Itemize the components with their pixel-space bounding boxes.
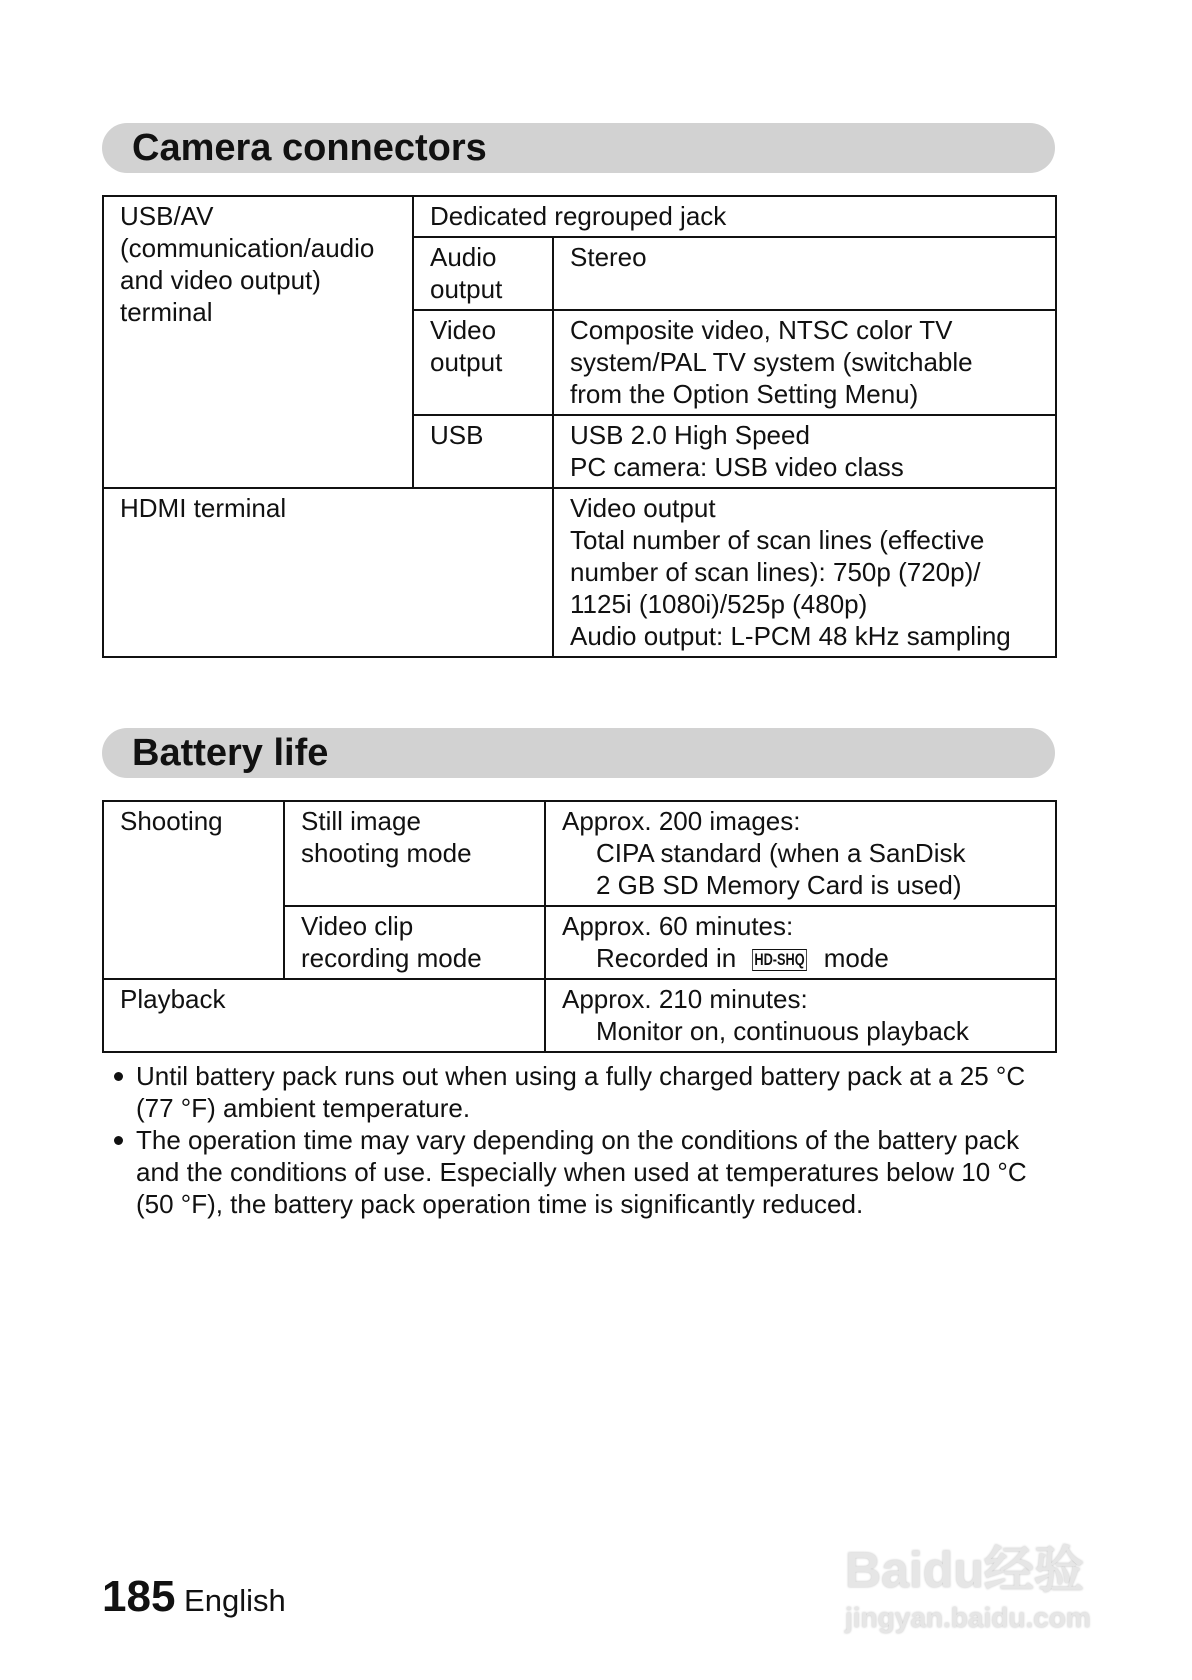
section-title: Camera connectors [132,127,487,169]
text: mode [823,943,889,973]
language-label: English [184,1583,286,1618]
usb-value [553,415,1056,488]
text-line: CIPA standard (when a SanDisk [596,838,966,868]
text-line [562,942,1041,974]
text: Recorded in [596,943,737,973]
video-mode-value [545,906,1056,979]
playback-value [545,979,1056,1052]
text-line: Composite video, NTSC color TV [570,315,953,345]
text-line: from the Option Setting Menu) [570,379,919,409]
still-mode-value [545,801,1056,906]
text-line: 2 GB SD Memory Card is used) [596,870,962,900]
notes-list [112,1060,1052,1220]
dedicated-jack: Dedicated regrouped jack [413,196,1056,237]
hdmi-value [553,488,1056,657]
usbav-label [103,196,413,488]
text-line: Audio [430,242,497,272]
text-line: system/PAL TV system (switchable [570,347,973,377]
page-footer [102,1572,286,1622]
camera-connectors-table [102,195,1057,658]
text-line: and video output) [120,265,321,295]
audio-output-label [413,237,553,310]
text-line: 1125i (1080i)/525p (480p) [570,589,868,619]
still-mode-label [284,801,545,906]
text-line: Total number of scan lines (effective [570,525,985,555]
text-line: USB 2.0 High Speed [570,420,810,450]
video-output-value [553,310,1056,415]
text-line: number of scan lines): 750p (720p)/ [570,557,981,587]
watermark-url: jingyan.baidu.com [845,1602,1091,1633]
text-line: Video output [570,493,716,523]
baidu-watermark [845,1530,1091,1634]
text-line: Approx. 210 minutes: [562,984,808,1014]
text-line: Approx. 200 images: [562,806,801,836]
text-line: output [430,274,503,304]
text-line: PC camera: USB video class [570,452,904,482]
section-header-battery-life [102,728,1055,778]
text-line: (communication/audio [120,233,375,263]
text-line: Video [430,315,497,345]
hdmi-label: HDMI terminal [103,488,553,657]
text-line: output [430,347,503,377]
hd-shq-mode-icon: HD-SHQ [753,949,808,971]
battery-life-table [102,800,1057,1053]
audio-output-value: Stereo [553,237,1056,310]
watermark-logo: Baidu经验 [845,1542,1084,1598]
playback-label: Playback [103,979,545,1052]
text-line: Monitor on, continuous playback [596,1016,969,1046]
text-line: Audio output: L-PCM 48 kHz sampling [570,621,1011,651]
video-output-label [413,310,553,415]
usb-label: USB [413,415,553,488]
section-header-camera-connectors [102,123,1055,173]
video-mode-label [284,906,545,979]
page-number: 185 [102,1572,176,1621]
text-line: Video clip [301,911,414,941]
text-line: USB/AV [120,201,214,231]
text-line: Still image [301,806,421,836]
section-title: Battery life [132,732,329,774]
note-item: Until battery pack runs out when using a fully charged battery pack at a 25 °C (77 °F) ambient temperature. [112,1060,1052,1124]
text-line: Approx. 60 minutes: [562,911,794,941]
note-item: The operation time may vary depending on the conditions of the battery pack and the conditions of use. Especially when used at temperatures below 10 °C (50 °F), the battery pack operation time is significantly reduced. [112,1124,1052,1220]
text-line: recording mode [301,943,482,973]
text-line: shooting mode [301,838,472,868]
shooting-label: Shooting [103,801,284,979]
text-line: terminal [120,297,213,327]
